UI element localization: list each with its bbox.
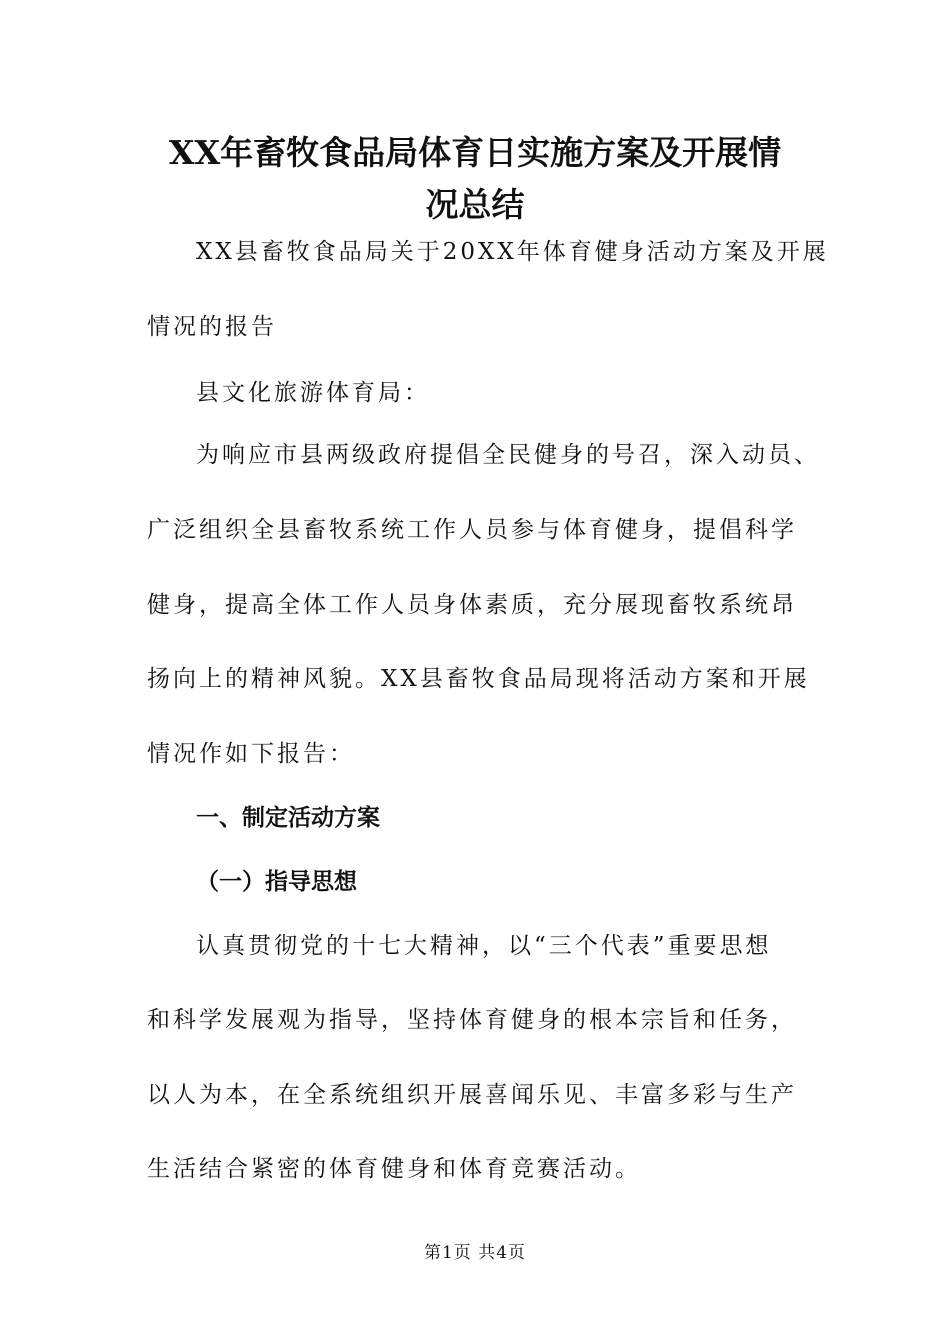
subsection-heading: （一）指导思想 [196, 869, 357, 895]
document-title-line-1: XX年畜牧食品局体育日实施方案及开展情 [168, 133, 782, 172]
document-title-line-2: 况总结 [425, 185, 525, 224]
guiding-paragraph-line-3: 以人为本，在全系统组织开展喜闻乐见、丰富多彩与生产 [147, 1082, 797, 1108]
paragraph-3-line-4: 扬向上的精神风貌。XX县畜牧食品局现将活动方案和开展 [147, 666, 810, 692]
paragraph-1-line-2: 情况的报告 [147, 314, 277, 340]
paragraph-3-line-2: 广泛组织全县畜牧系统工作人员参与体育健身，提倡科学 [147, 517, 797, 543]
guiding-paragraph-line-1: 认真贯彻党的十七大精神，以“三个代表”重要思想 [196, 933, 772, 959]
guiding-paragraph-line-2: 和科学发展观为指导，坚持体育健身的根本宗旨和任务， [147, 1007, 797, 1033]
paragraph-3-line-5: 情况作如下报告： [147, 741, 355, 767]
paragraph-3-line-1: 为响应市县两级政府提倡全民健身的号召，深入动员、 [196, 442, 820, 468]
page-footer: 第1页 共4页 [423, 1243, 527, 1263]
addressee-line: 县文化旅游体育局： [196, 380, 430, 406]
paragraph-1-line-1: XX县畜牧食品局关于20XX年体育健身活动方案及开展 [196, 239, 829, 265]
guiding-paragraph-line-4: 生活结合紧密的体育健身和体育竞赛活动。 [147, 1156, 641, 1182]
paragraph-3-line-3: 健身，提高全体工作人员身体素质，充分展现畜牧系统昂 [147, 592, 797, 618]
section-heading: 一、制定活动方案 [196, 805, 380, 831]
